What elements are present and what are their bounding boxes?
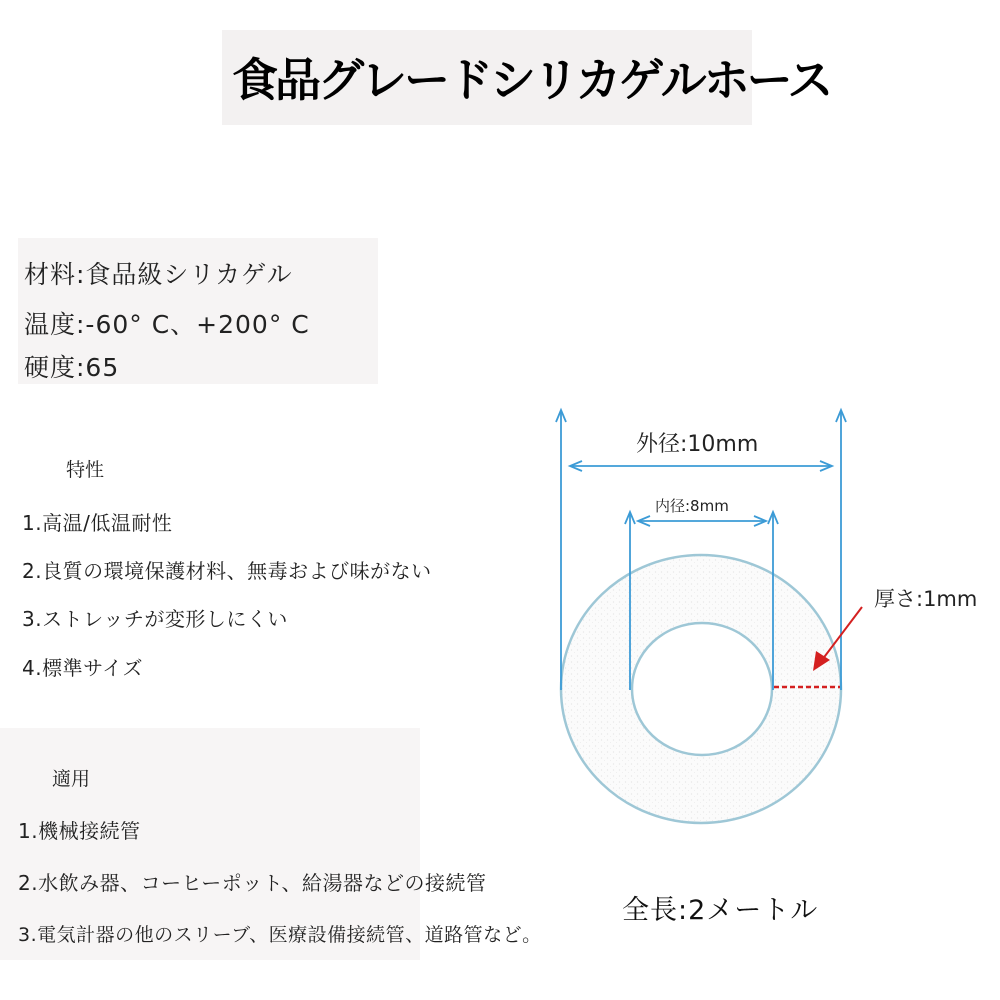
- application-item-1: 1.機械接続管: [18, 819, 141, 843]
- spec-material: 材料:食品級シリカゲル: [24, 260, 293, 289]
- total-length-label: 全長:2メートル: [622, 895, 819, 926]
- page-title: 食品グレードシリカゲルホース: [232, 53, 831, 107]
- application-item-3: 3.電気計器の他のスリーブ、医療設備接続管、道路管など。: [18, 924, 542, 946]
- application-item-2: 2.水飲み器、コーヒーポット、給湯器などの接続管: [18, 871, 487, 895]
- hose-ring: [561, 555, 841, 823]
- feature-item-1: 1.高温/低温耐性: [22, 511, 173, 535]
- feature-item-4: 4.標準サイズ: [22, 656, 143, 680]
- outer-diameter-label: 外径:10mm: [636, 432, 759, 457]
- spec-hardness: 硬度:65: [24, 353, 120, 382]
- inner-diameter-label: 内径:8mm: [655, 497, 729, 515]
- feature-item-2: 2.良質の環境保護材料、無毒および味がない: [22, 559, 432, 583]
- feature-item-3: 3.ストレッチが変形しにくい: [22, 607, 288, 631]
- hose-cross-section-diagram: [540, 400, 1000, 860]
- applications-heading: 適用: [52, 768, 91, 790]
- features-heading: 特性: [66, 459, 105, 481]
- thickness-label: 厚さ:1mm: [874, 587, 978, 611]
- spec-temperature: 温度:-60° C、+200° C: [24, 310, 310, 339]
